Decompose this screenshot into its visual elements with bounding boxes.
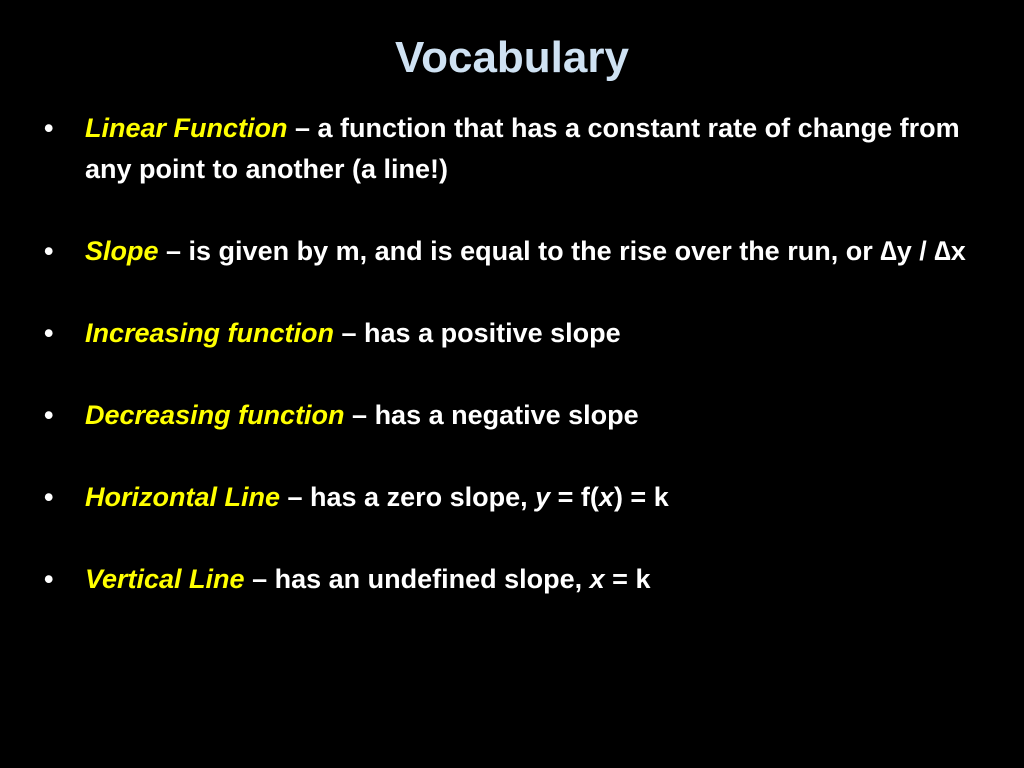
definition-part: = f( [550,482,599,512]
definition: – a function that has a constant rate of change from any point to another (a line!) [85,113,960,184]
list-item-vertical-line [40,559,990,600]
term: Slope [85,236,159,266]
bullet-icon: • [44,318,54,348]
term: Increasing function [85,318,335,348]
bullet-icon: • [44,400,54,430]
definition-part: ) = k [613,482,669,512]
bullet-icon: • [44,482,54,512]
list-item-increasing-function [40,313,990,354]
term: Linear Function [85,113,288,143]
term: Horizontal Line [85,482,280,512]
bullet-icon: • [44,236,54,266]
definition-part: = k [604,564,651,594]
definition: – is given by m, and is equal to the rise over the run, or ∆y / ∆x [158,236,966,266]
definition: – has a zero slope, [280,482,536,512]
variable-x: x [589,564,605,594]
variable-x: x [598,482,614,512]
definition: – has a negative slope [344,400,639,430]
term: Decreasing function [85,400,345,430]
bullet-icon: • [44,113,54,143]
vocabulary-list [40,108,990,641]
slide-title: Vocabulary [395,33,629,82]
term: Vertical Line [85,564,245,594]
bullet-icon: • [44,564,54,594]
list-item-linear-function [40,108,990,190]
list-item-horizontal-line [40,477,990,518]
variable-y: y [535,482,551,512]
definition: – has a positive slope [334,318,621,348]
list-item-slope [40,231,990,272]
definition: – has an undefined slope, [244,564,590,594]
list-item-decreasing-function [40,395,990,436]
